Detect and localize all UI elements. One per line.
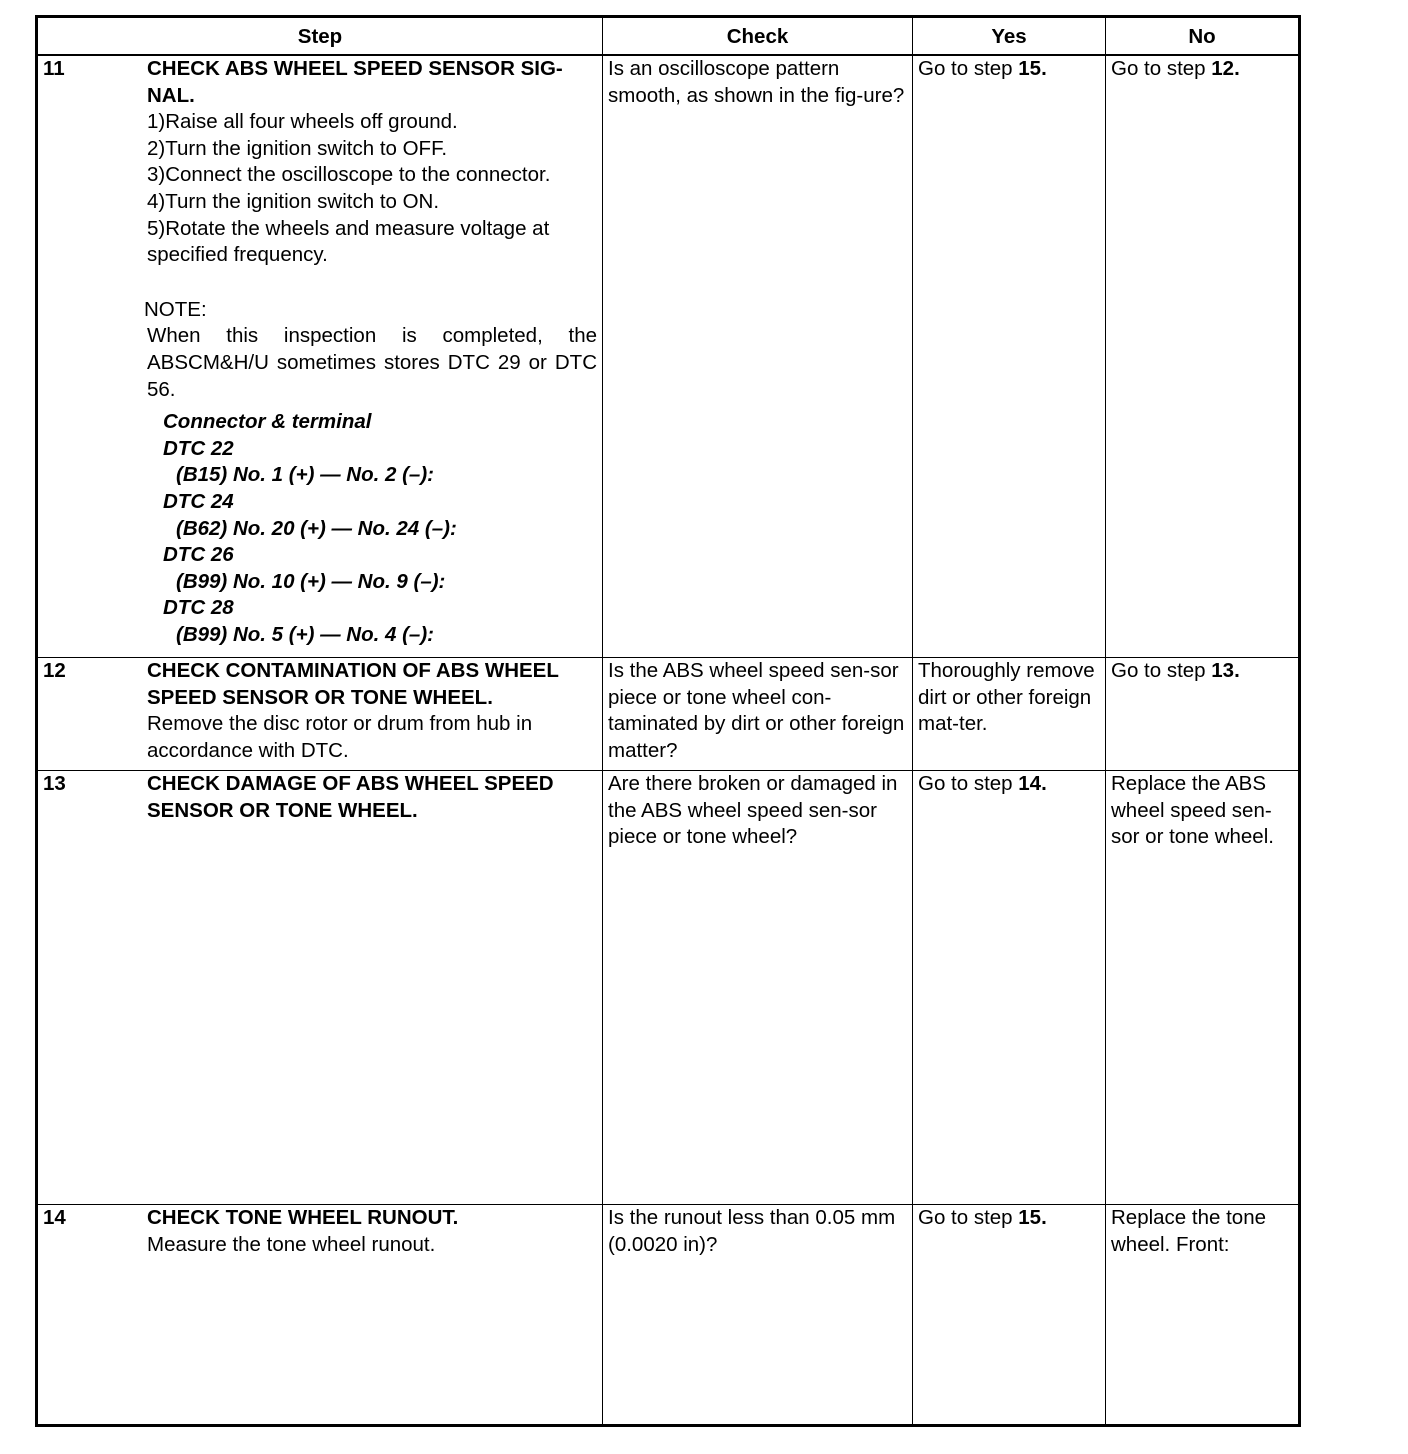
connector-dtc: DTC 26 (163, 543, 234, 567)
header-step: Step (37, 17, 603, 56)
yes-step: 15. (1018, 1206, 1047, 1229)
table-row (37, 55, 1300, 658)
step-title-line: SENSOR OR TONE WHEEL. (147, 798, 418, 822)
no-cell: Replace the tone wheel. Front: (1106, 1205, 1300, 1426)
connector-terminals: (B15) No. 1 (+) — No. 2 (–): (176, 463, 434, 487)
instruction: 3)Connect the oscilloscope to the connector. (147, 163, 551, 187)
connector-terminals: (B99) No. 5 (+) — No. 4 (–): (176, 622, 434, 646)
no-cell (1106, 658, 1300, 771)
check-cell: Are there broken or damaged in the ABS wheel speed sen-sor piece or tone wheel? (603, 771, 913, 1205)
step-body: Measure the tone wheel runout. (147, 1232, 436, 1256)
check-cell: Is an oscilloscope pattern smooth, as shown in the fig-ure? (603, 55, 913, 658)
connector-dtc: DTC 24 (163, 489, 234, 513)
no-prefix: Go to step (1111, 57, 1212, 80)
yes-prefix: Go to step (918, 772, 1019, 795)
header-no: No (1106, 17, 1300, 56)
step-number: 13 (43, 772, 66, 795)
no-cell: Replace the ABS wheel speed sen-sor or tone wheel. (1106, 771, 1300, 1205)
table-row (37, 1205, 1300, 1426)
step-title-line: CHECK ABS WHEEL SPEED SENSOR SIG- (147, 57, 563, 80)
no-prefix: Go to step (1111, 659, 1212, 682)
check-cell: Is the ABS wheel speed sen-sor piece or tone wheel con-taminated by dirt or other foreign matter? (603, 658, 913, 771)
instruction: 4)Turn the ignition switch to ON. (147, 189, 440, 213)
yes-cell (913, 771, 1106, 1205)
note-text: When this inspection is completed, the ABSCM&H/U sometimes stores DTC 29 or DTC 56. (147, 324, 597, 401)
step-cell (37, 1205, 603, 1426)
step-cell (37, 771, 603, 1205)
header-check: Check (603, 17, 913, 56)
step-number: 11 (43, 57, 65, 80)
no-cell (1106, 55, 1300, 658)
step-cell (37, 55, 603, 658)
step-body: Remove the disc rotor or drum from hub in accordance with DTC. (147, 712, 533, 762)
connector-list (147, 409, 597, 648)
step-cell (37, 658, 603, 771)
yes-step: 14. (1018, 772, 1047, 795)
connector-terminals: (B99) No. 10 (+) — No. 9 (–): (176, 569, 446, 593)
step-number: 14 (43, 1206, 66, 1229)
connector-heading: Connector & terminal (163, 410, 372, 434)
step-number: 12 (43, 659, 66, 682)
step-title-line: CHECK CONTAMINATION OF ABS WHEEL (147, 659, 559, 682)
connector-terminals: (B62) No. 20 (+) — No. 24 (–): (176, 516, 457, 540)
yes-prefix: Go to step (918, 1206, 1019, 1229)
yes-cell: Thoroughly remove dirt or other foreign mat-ter. (913, 658, 1106, 771)
connector-dtc: DTC 28 (163, 596, 234, 620)
connector-dtc: DTC 22 (163, 436, 234, 460)
note-label: NOTE: (144, 297, 207, 321)
instruction: 2)Turn the ignition switch to OFF. (147, 136, 448, 160)
header-row (37, 17, 1300, 56)
instruction: 5)Rotate the wheels and measure voltage at specified frequency. (147, 216, 550, 267)
step-title-line: CHECK DAMAGE OF ABS WHEEL SPEED (147, 772, 554, 795)
diagnostic-steps-table (35, 15, 1301, 1427)
no-step: 12. (1211, 57, 1240, 80)
yes-cell (913, 1205, 1106, 1426)
yes-prefix: Go to step (918, 57, 1019, 80)
check-cell: Is the runout less than 0.05 mm (0.0020 in)? (603, 1205, 913, 1426)
no-step: 13. (1211, 659, 1240, 682)
yes-step: 15. (1018, 57, 1047, 80)
step-title-line: NAL. (147, 83, 195, 107)
step-title-line: SPEED SENSOR OR TONE WHEEL. (147, 685, 493, 709)
header-yes: Yes (913, 17, 1106, 56)
yes-cell (913, 55, 1106, 658)
table-row (37, 771, 1300, 1205)
table-row (37, 658, 1300, 771)
step-title: CHECK TONE WHEEL RUNOUT. (147, 1206, 459, 1229)
instruction: 1)Raise all four wheels off ground. (147, 110, 458, 134)
